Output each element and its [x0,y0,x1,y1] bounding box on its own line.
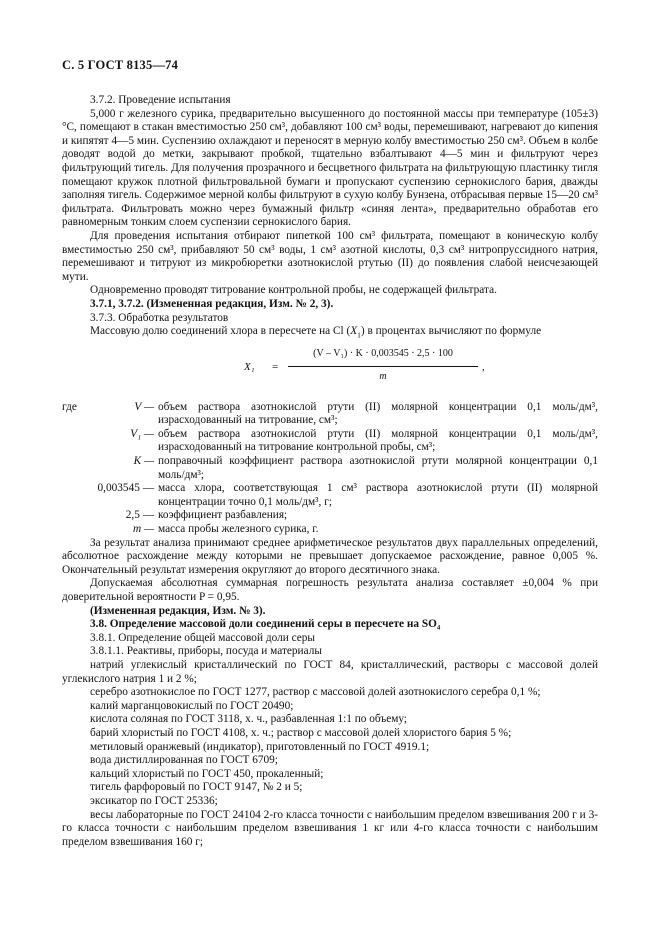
definition-text: масса пробы железного сурика, г. [158,523,319,536]
section-3-8-1-1-title: 3.8.1.1. Реактивы, приборы, посуда и материалы [90,645,322,658]
definition-text: объем раствора азотнокислой ртути (II) молярной концентрации 0,1 моль/дм³, израсходованный на титрование, см³; [158,400,598,427]
variable-definitions [62,401,598,537]
formula-numerator: (V – V₁) · K · 0,003545 · 2,5 · 100 [313,347,453,359]
formula-lhs: X₁ [244,360,255,373]
definition-row [62,482,598,509]
paragraph-error: Допускаемая абсолютная суммарная погрешность результата анализа составляет ±0,004 % при доверительной вероятности P = 0,95. [62,577,598,603]
list-item: калий марганцовокислый по ГОСТ 20490; [90,699,294,712]
edit-note-2: (Измененная редакция, Изм. № 3). [90,604,266,617]
definition-symbol: m — [132,523,154,536]
definition-symbol: K — [133,455,154,468]
formula-denominator: m [379,370,387,382]
definition-row [62,523,598,537]
where-label: где [62,400,77,413]
definition-row [62,509,598,523]
document-page [62,58,598,849]
list-item: серебро азотнокислое по ГОСТ 1277, раствор с массовой долей азотнокислого серебра 0,1 %; [90,686,541,699]
section-3-7-2-title: 3.7.2. Проведение испытания [90,94,231,106]
chlorine-formula [62,347,598,389]
definition-symbol: 0,003545 — [97,482,154,495]
definition-text: поправочный коэффициент раствора азотнокислой ртути молярной концентрации 0,1 моль/дм³; [158,455,598,481]
paragraph-result: За результат анализа принимают среднее арифметическое результатов двух параллельных определений, абсолютное расхождение между которыми не превышает допускаемое расхождение, равное 0,005 %. Окончательный результат измерения округляют до второго десятичного знака. [62,536,598,576]
definition-symbol: V₁ — [130,427,154,440]
edit-note-1: 3.7.1, 3.7.2. (Измененная редакция, Изм. № 2, 3). [90,297,334,310]
formula-equals: = [272,360,279,373]
section-3-8-1-title: 3.8.1. Определение общей массовой доли серы [90,631,315,644]
list-item: эксикатор по ГОСТ 25336; [90,794,218,807]
section-3-7-3-title: 3.7.3. Обработка результатов [90,311,229,324]
definition-row [62,428,598,455]
definition-text: объем раствора азотнокислой ртути (II) молярной концентрации 0,1 моль/дм³, израсходованный на титрование контрольной пробы, см³; [158,427,598,454]
definition-text: масса хлора, соответствующая 1 см³ раствора азотнокислой ртути (II) молярной концентрации точно 0,1 моль/дм³, г; [158,482,598,508]
list-item: натрий углекислый кристаллический по ГОСТ 84, кристаллический, растворы с массовой долей углекислого натрия 1 и 2 %; [62,658,598,685]
paragraph-test-procedure: 5,000 г железного сурика, предварительно высушенного до постоянной массы при температуре (105±3) °С, помещают в стакан вместимостью 250 см³, добавляют 100 см³ воды, перемешивают, нагревают до кипения и кипятят 4—5 мин. Суспензию охлаждают и переносят в мерную колбу вместимостью 250 см³. Объем в колбе доводят водой до метки, закрывают пробкой, тщательно взбалтывают 4—5 мин и фильтруют через фильтрующий тигель. Для получения прозрачного и бесцветного фильтрата на фильтрующую пластинку тигля помещают кружок плотной фильтровальной бумаги и пропускают суспензию сернокислого бария, дважды заполняя тигель. Содержимое мерной колбы фильтруют в сухую колбу Бунзена, отбрасывая первые 15—20 см³ фильтрата. Фильтровать можно через бумажный фильтр «синяя лента», предварительно обработав его равномерным тонким слоем суспензии сернокислого бария. [62,107,598,229]
definition-symbol: V — [134,400,154,413]
list-item: тигель фарфоровый по ГОСТ 9147, № 2 и 5; [90,781,303,794]
paragraph-control-sample: Одновременно проводят титрование контрольной пробы, не содержащей фильтрата. [90,284,497,297]
list-item: метиловый оранжевый (индикатор), приготовленный по ГОСТ 4919.1; [90,740,430,753]
list-item: кислота соляная по ГОСТ 3118, х. ч., разбавленная 1:1 по объему; [90,713,408,726]
definition-symbol: 2,5 — [125,509,154,522]
formula-comma: , [482,360,485,373]
page-header: С. 5 ГОСТ 8135—74 [62,58,179,72]
list-item: барий хлористый по ГОСТ 4108, х. ч.; раствор с массовой долей хлористого бария 5 %; [90,726,512,739]
formula-fraction-bar [288,366,478,367]
section-3-8-title: 3.8. Определение массовой доли соединений серы в пересчете на SO₄ [90,618,441,631]
definition-row [62,401,598,428]
formula-intro: Массовую долю соединений хлора в пересчете на Cl $(X_1)$ в процентах вычисляют по формуле [90,325,542,340]
list-item: кальций хлористый по ГОСТ 450, прокаленный; [90,767,324,780]
list-item: весы лабораторные по ГОСТ 24104 2-го класса точности с наибольшим пределом взвешивания 200 г и 3-го класса точности с наибольшим пределом взвешивания 1 кг или 4-го класса точности с наибольшим пределом взвешивания 160 г; [62,808,598,848]
definition-text: коэффициент разбавления; [158,509,288,522]
definition-row [62,455,598,482]
list-item: вода дистиллированная по ГОСТ 6709; [90,754,278,767]
paragraph-titration: Для проведения испытания отбирают пипеткой 100 см³ фильтрата, помещают в коническую колбу вместимостью 250 см³, прибавляют 50 см³ воды, 1 см³ азотной кислоты, 0,3 см³ нитропруссидного натрия, перемешивают и титруют из микробюретки азотнокислой ртутью (II) до появления слабой неисчезающей мути. [62,229,598,283]
